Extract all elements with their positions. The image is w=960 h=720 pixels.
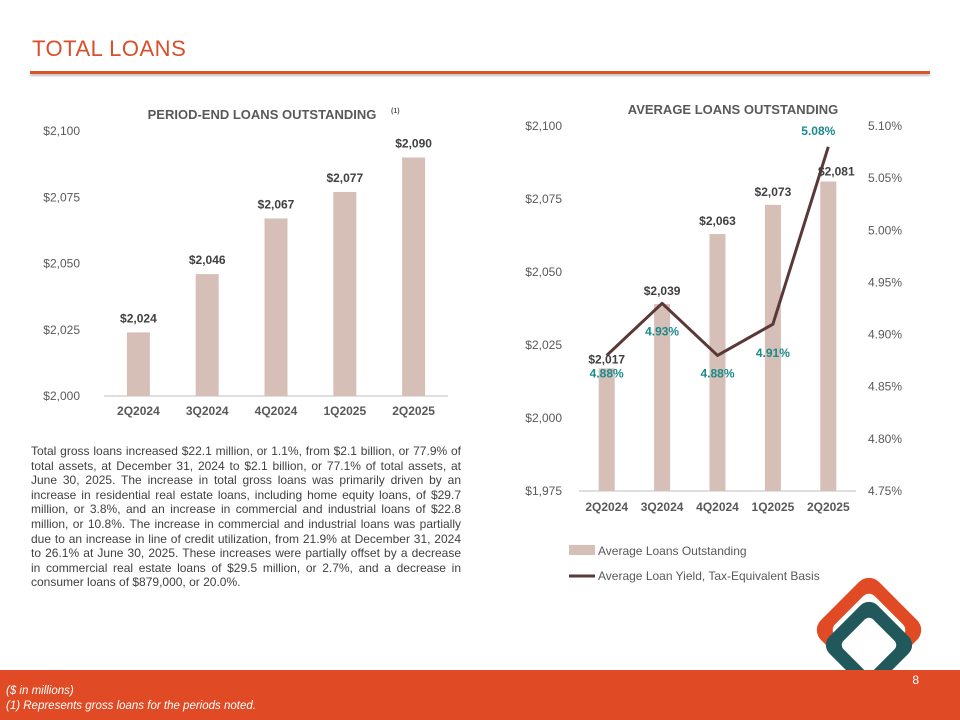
footnote-1: (1) Represents gross loans for the periods noted. bbox=[6, 700, 256, 712]
avg-bar-data-label: $2,039 bbox=[643, 284, 681, 299]
y-tick-label: $2,000 bbox=[43, 389, 80, 403]
y-left-tick-label: $2,100 bbox=[525, 119, 562, 133]
footnote-units: ($ in millions) bbox=[6, 685, 74, 697]
y-right-tick-label: 4.80% bbox=[868, 431, 903, 446]
x-tick-label: 2Q2025 bbox=[806, 500, 850, 514]
x-tick-label: 2Q2024 bbox=[585, 500, 629, 514]
avg-bar-data-label: $2,073 bbox=[754, 184, 792, 199]
y-tick-label: $2,025 bbox=[43, 322, 80, 337]
bar-data-label: $2,024 bbox=[120, 311, 157, 326]
x-tick-label: 3Q2024 bbox=[640, 500, 684, 514]
bar-data-label: $2,067 bbox=[257, 197, 295, 212]
yield-data-label: 4.88% bbox=[700, 366, 735, 381]
chart-title: AVERAGE LOANS OUTSTANDING bbox=[627, 102, 839, 117]
avg-bar-data-label: $2,063 bbox=[699, 214, 736, 229]
x-tick-label: 2Q2025 bbox=[392, 404, 435, 418]
bar-data-label: $2,077 bbox=[326, 170, 364, 185]
x-tick-label: 1Q2025 bbox=[323, 404, 367, 418]
y-right-tick-label: 5.00% bbox=[868, 223, 903, 238]
y-tick-label: $2,050 bbox=[43, 256, 80, 271]
avg-bar-data-label: $2,081 bbox=[817, 164, 855, 179]
y-left-tick-label: $2,075 bbox=[525, 192, 562, 206]
y-left-tick-label: $1,975 bbox=[525, 484, 562, 498]
y-right-tick-label: 4.75% bbox=[868, 484, 903, 498]
y-left-tick-label: $2,025 bbox=[525, 338, 562, 352]
chart-title-footnote: (1) bbox=[391, 108, 400, 115]
yield-data-label: 4.88% bbox=[589, 366, 624, 381]
y-tick-label: $2,075 bbox=[43, 190, 80, 205]
yield-data-label: 5.08% bbox=[801, 123, 836, 138]
bar-data-label: $2,090 bbox=[395, 136, 432, 151]
bar-data-label: $2,046 bbox=[188, 253, 226, 268]
y-tick-label: $2,100 bbox=[43, 124, 80, 138]
y-right-tick-label: 4.95% bbox=[868, 275, 903, 290]
y-left-tick-label: $2,000 bbox=[525, 411, 562, 425]
legend-label-bars: Average Loans Outstanding bbox=[598, 544, 747, 558]
y-right-tick-label: 5.05% bbox=[868, 171, 903, 186]
x-tick-label: 1Q2025 bbox=[751, 500, 795, 514]
y-left-tick-label: $2,050 bbox=[525, 265, 562, 279]
yield-data-label: 4.91% bbox=[755, 346, 790, 361]
chart-title: PERIOD-END LOANS OUTSTANDING bbox=[147, 107, 377, 122]
avg-bar-data-label: $2,017 bbox=[588, 352, 626, 367]
y-right-tick-label: 4.85% bbox=[868, 379, 903, 394]
x-tick-label: 3Q2024 bbox=[185, 404, 229, 418]
page-number: 8 bbox=[912, 673, 919, 687]
x-tick-label: 2Q2024 bbox=[117, 404, 160, 418]
legend-label-line: Average Loan Yield, Tax-Equivalent Basis bbox=[598, 569, 820, 583]
y-right-tick-label: 4.90% bbox=[868, 327, 903, 342]
footnotes bbox=[6, 684, 256, 714]
y-right-tick-label: 5.10% bbox=[868, 119, 903, 133]
page-title: TOTAL LOANS bbox=[32, 36, 187, 61]
x-tick-label: 4Q2024 bbox=[696, 500, 739, 514]
loans-commentary: Total gross loans increased $22.1 million, or 1.1%, from $2.1 billion, or 77.9% of total assets, at December 31, 2024 to $2.1 billion, or 77.1% of total assets, at June 30, 2025. The increase in total gross loans was primarily driven by an increase in residential real estate loans, including home equity loans, of $29.7 million, or 3.8%, and an increase in commercial and industrial loans of $22.8 million, or 10.8%. The increase in commercial and industrial loans was partially due to an increase in line of credit utilization, from 21.9% at December 31, 2024 to 26.1% at June 30, 2025. These increases were partially offset by a decrease in commercial real estate loans of $29.5 million, or 2.7%, and a decrease in consumer loans of $879,000, or 20.0%. bbox=[31, 444, 461, 590]
x-tick-label: 4Q2024 bbox=[254, 404, 298, 418]
yield-data-label: 4.93% bbox=[645, 324, 680, 339]
